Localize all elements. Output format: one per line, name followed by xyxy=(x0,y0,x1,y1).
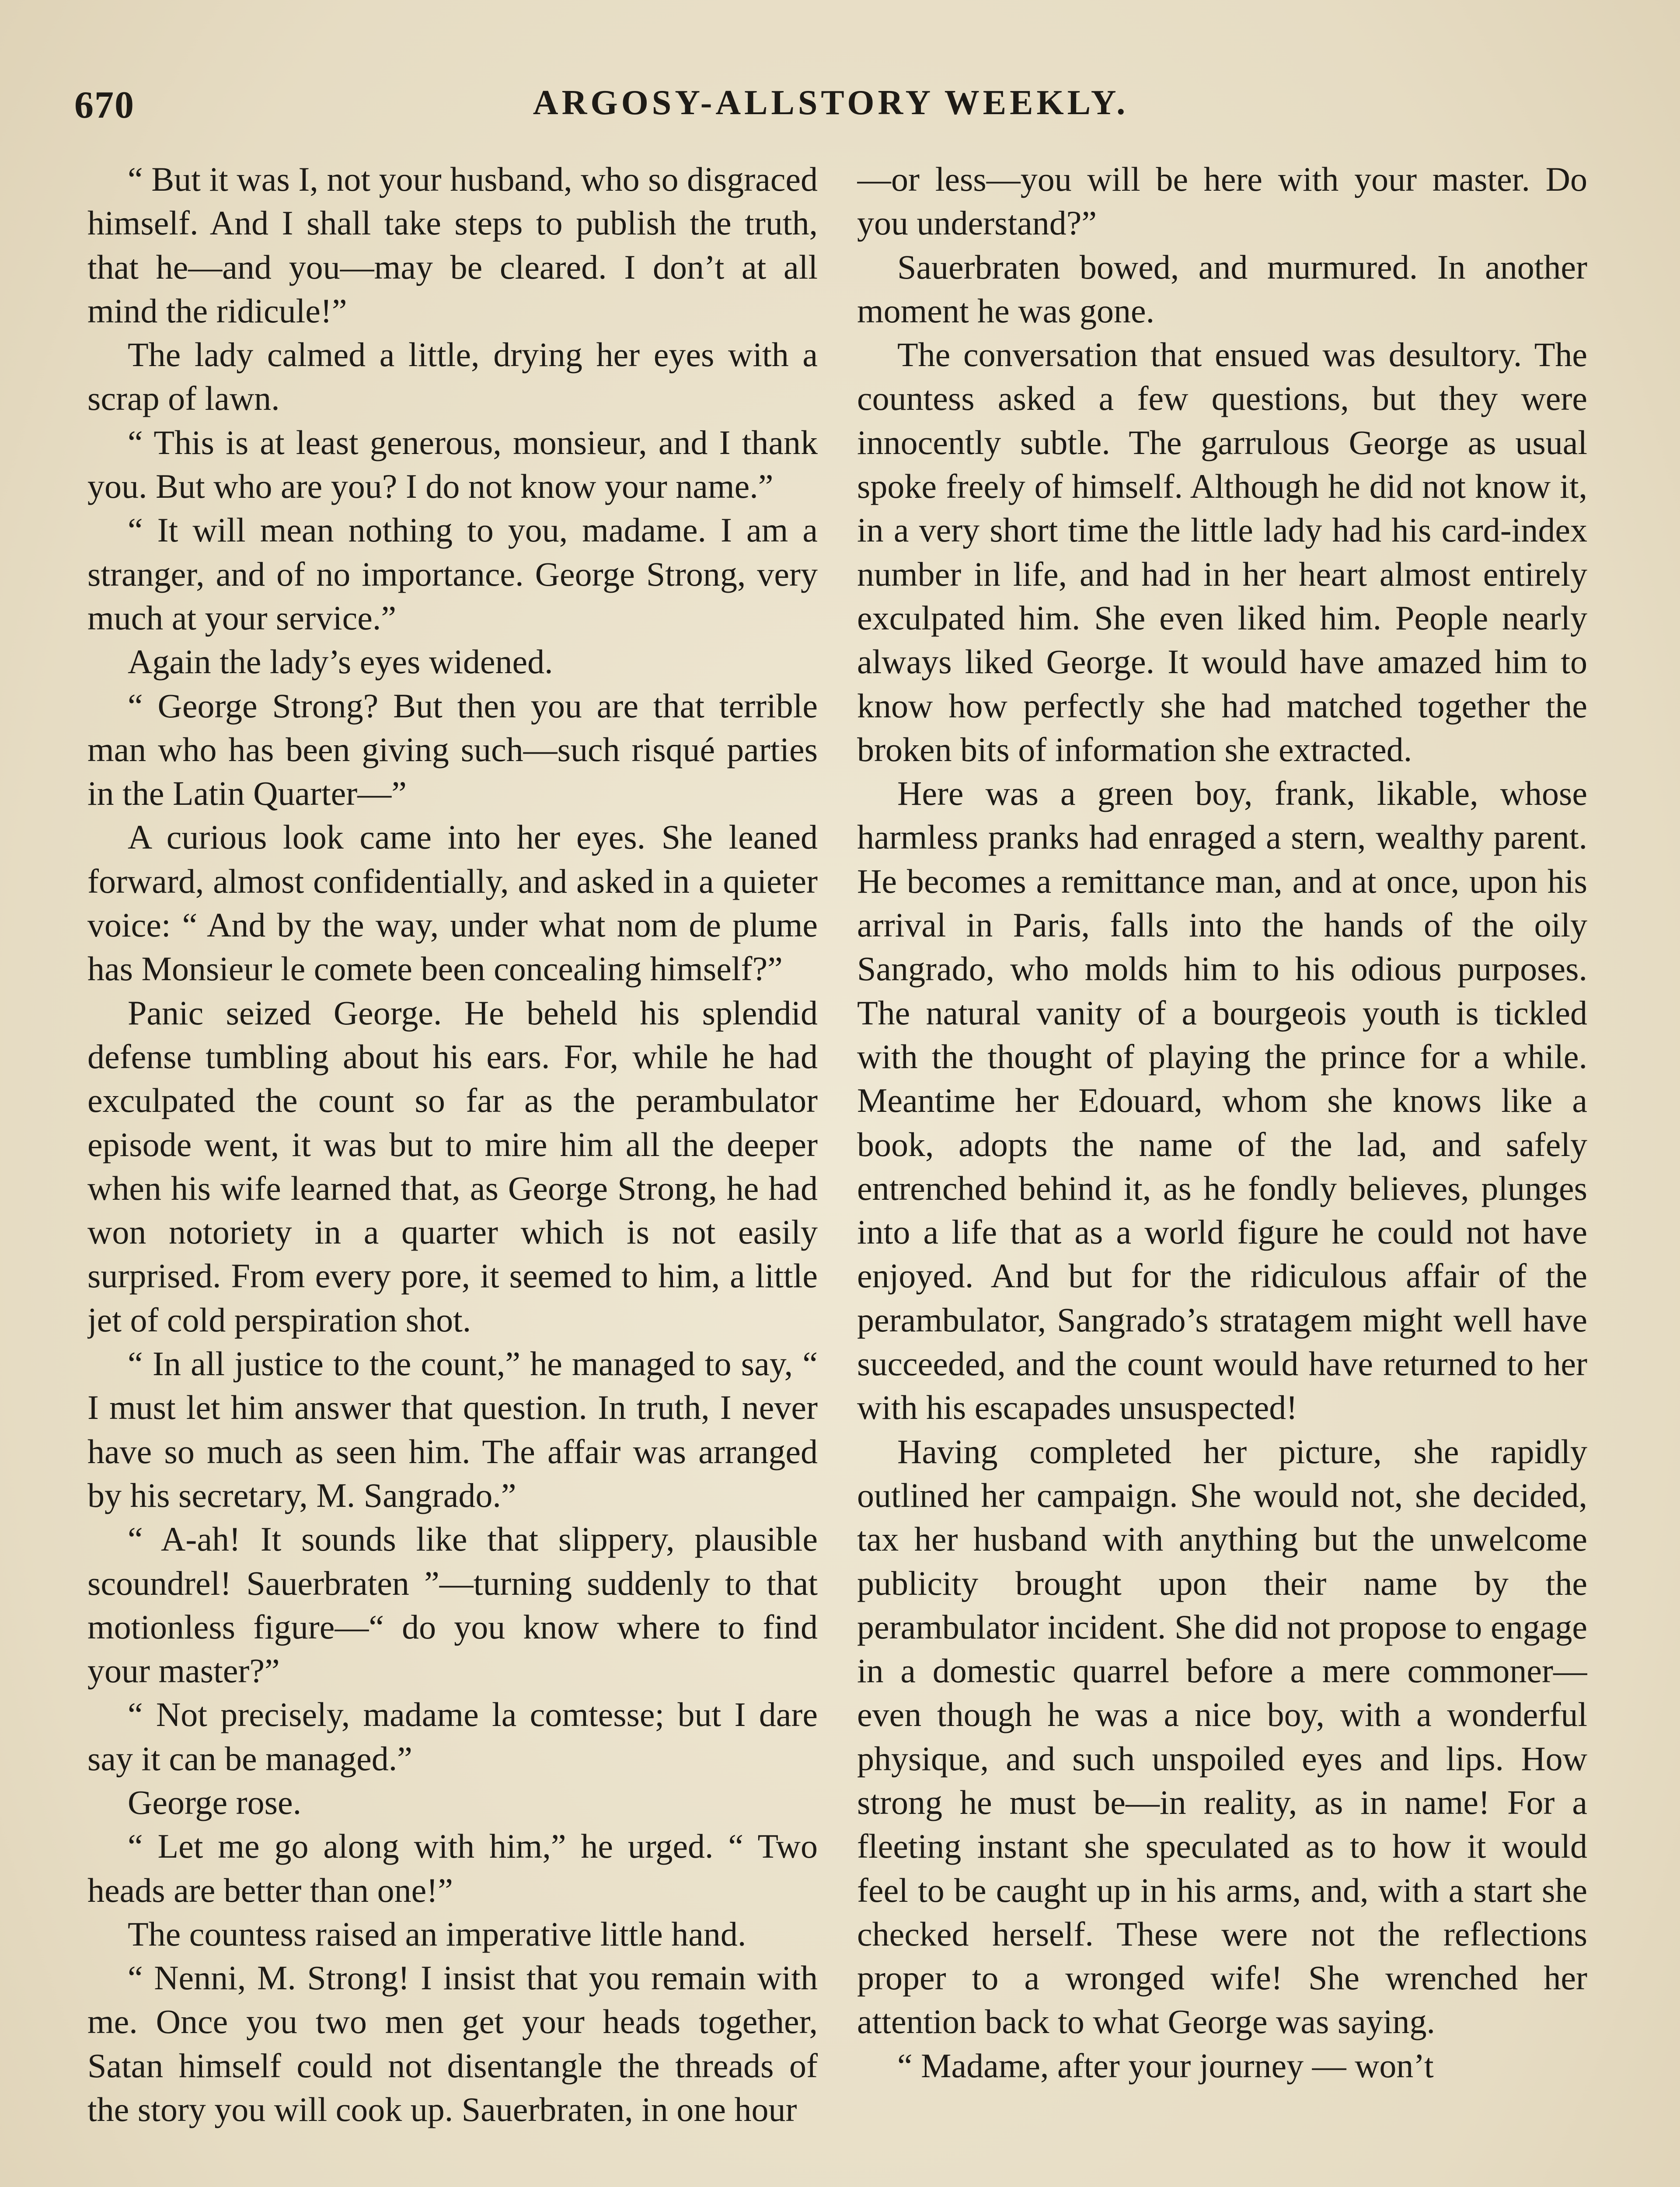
paragraph: Sauerbraten bowed, and murmured. In another moment he was gone. xyxy=(857,248,1587,330)
paragraph-continued: —or less—you will be here with your master. Do you understand?” xyxy=(857,160,1587,242)
paragraph: A curious look came into her eyes. She leaned forward, almost confidentially, and asked in a quieter voice: “ And by the way, under what nom de plume has Monsieur le comete been concealing himself?” xyxy=(87,818,818,988)
paragraph: Having completed her picture, she rapidly outlined her campaign. She would not, she decided, tax her husband with anything but the unwelcome publicity brought upon their name by the perambulator incident. She did not propose to engage in a domestic quarrel before a mere commoner—even though he was a nice boy, with a wonderful physique, and such unspoiled eyes and lips. How strong he must be—in reality, as in name! For a fleeting instant she speculated as to how it would feel to be caught up in his arms, and, with a start she checked herself. These were not the reflections proper to a wronged wife! She wrenched her attention back to what George was saying. xyxy=(857,1432,1587,2041)
paragraph: Again the lady’s eyes widened. xyxy=(128,643,553,681)
paragraph: Here was a green boy, frank, likable, whose harmless pranks had enraged a stern, wealthy parent. He becomes a remittance man, and at once, upon his arrival in Paris, falls into the hands of the oily Sangrado, who molds him to his odious purposes. The natural vanity of a bourgeois youth is tickled with the thought of playing the prince for a while. Meantime her Edouard, whom she knows like a book, adopts the name of the lad, and safely entrenched behind it, as he fondly believes, plunges into a life that as a world figure he could not have enjoyed. And but for the ridiculous affair of the perambulator, Sangrado’s stratagem might well have succeeded, and the count would have returned to her with his escapades unsuspected! xyxy=(857,774,1587,1427)
paragraph: “ Not precisely, madame la comtesse; but I dare say it can be managed.” xyxy=(87,1695,818,1778)
page-number: 670 xyxy=(74,84,135,126)
page-header xyxy=(74,83,1587,136)
paragraph: “ A-ah! It sounds like that slippery, plausible scoundrel! Sauerbraten ”—turning suddenly to that motionless figure—“ do you know where to find your master?” xyxy=(87,1520,818,1690)
running-title: ARGOSY-ALLSTORY WEEKLY. xyxy=(533,84,1129,122)
paragraph: “ Let me go along with him,” he urged. “ Two heads are better than one!” xyxy=(87,1827,818,1909)
paragraph: “ In all justice to the count,” he managed to say, “ I must let him answer that question. In truth, I never have so much as seen him. The affair was arranged by his secretary, M. Sangrado.” xyxy=(87,1345,818,1514)
left-column xyxy=(87,157,818,2187)
paragraph: “ This is at least generous, monsieur, and I thank you. But who are you? I do not know your name.” xyxy=(87,423,818,506)
paragraph: “ Madame, after your journey — won’t xyxy=(897,2046,1434,2085)
paragraph: “ George Strong? But then you are that terrible man who has been giving such—such risqué parties in the Latin Quarter—” xyxy=(87,686,818,813)
paragraph: “ It will mean nothing to you, madame. I am a stranger, and of no importance. George Strong, very much at your service.” xyxy=(87,511,818,637)
paragraph: The countess raised an imperative little hand. xyxy=(128,1914,746,1953)
paragraph: The lady calmed a little, drying her eyes with a scrap of lawn. xyxy=(87,335,818,418)
paragraph: George rose. xyxy=(128,1783,302,1821)
paragraph: “ But it was I, not your husband, who so disgraced himself. And I shall take steps to publish the truth, that he—and you—may be cleared. I don’t at all mind the ridicule!” xyxy=(87,160,818,330)
paragraph: “ Nenni, M. Strong! I insist that you remain with me. Once you two men get your heads together, Satan himself could not disentangle the threads of the story you will cook up. Sauerbraten, in one hour xyxy=(87,1959,818,2129)
right-column xyxy=(857,157,1587,2187)
paragraph: Panic seized George. He beheld his splendid defense tumbling about his ears. For, while he had exculpated the count so far as the perambulator episode went, it was but to mire him all the deeper when his wife learned that, as George Strong, he had won notoriety in a quarter which is not easily surprised. From every pore, it seemed to him, a little jet of cold perspiration shot. xyxy=(87,993,818,1339)
paragraph: The conversation that ensued was desultory. The countess asked a few questions, but they were innocently subtle. The garrulous George as usual spoke freely of himself. Although he did not know it, in a very short time the little lady had his card-index number in life, and had in her heart almost entirely exculpated him. She even liked him. People nearly always liked George. It would have amazed him to know how perfectly she had matched together the broken bits of information she extracted. xyxy=(857,335,1587,769)
